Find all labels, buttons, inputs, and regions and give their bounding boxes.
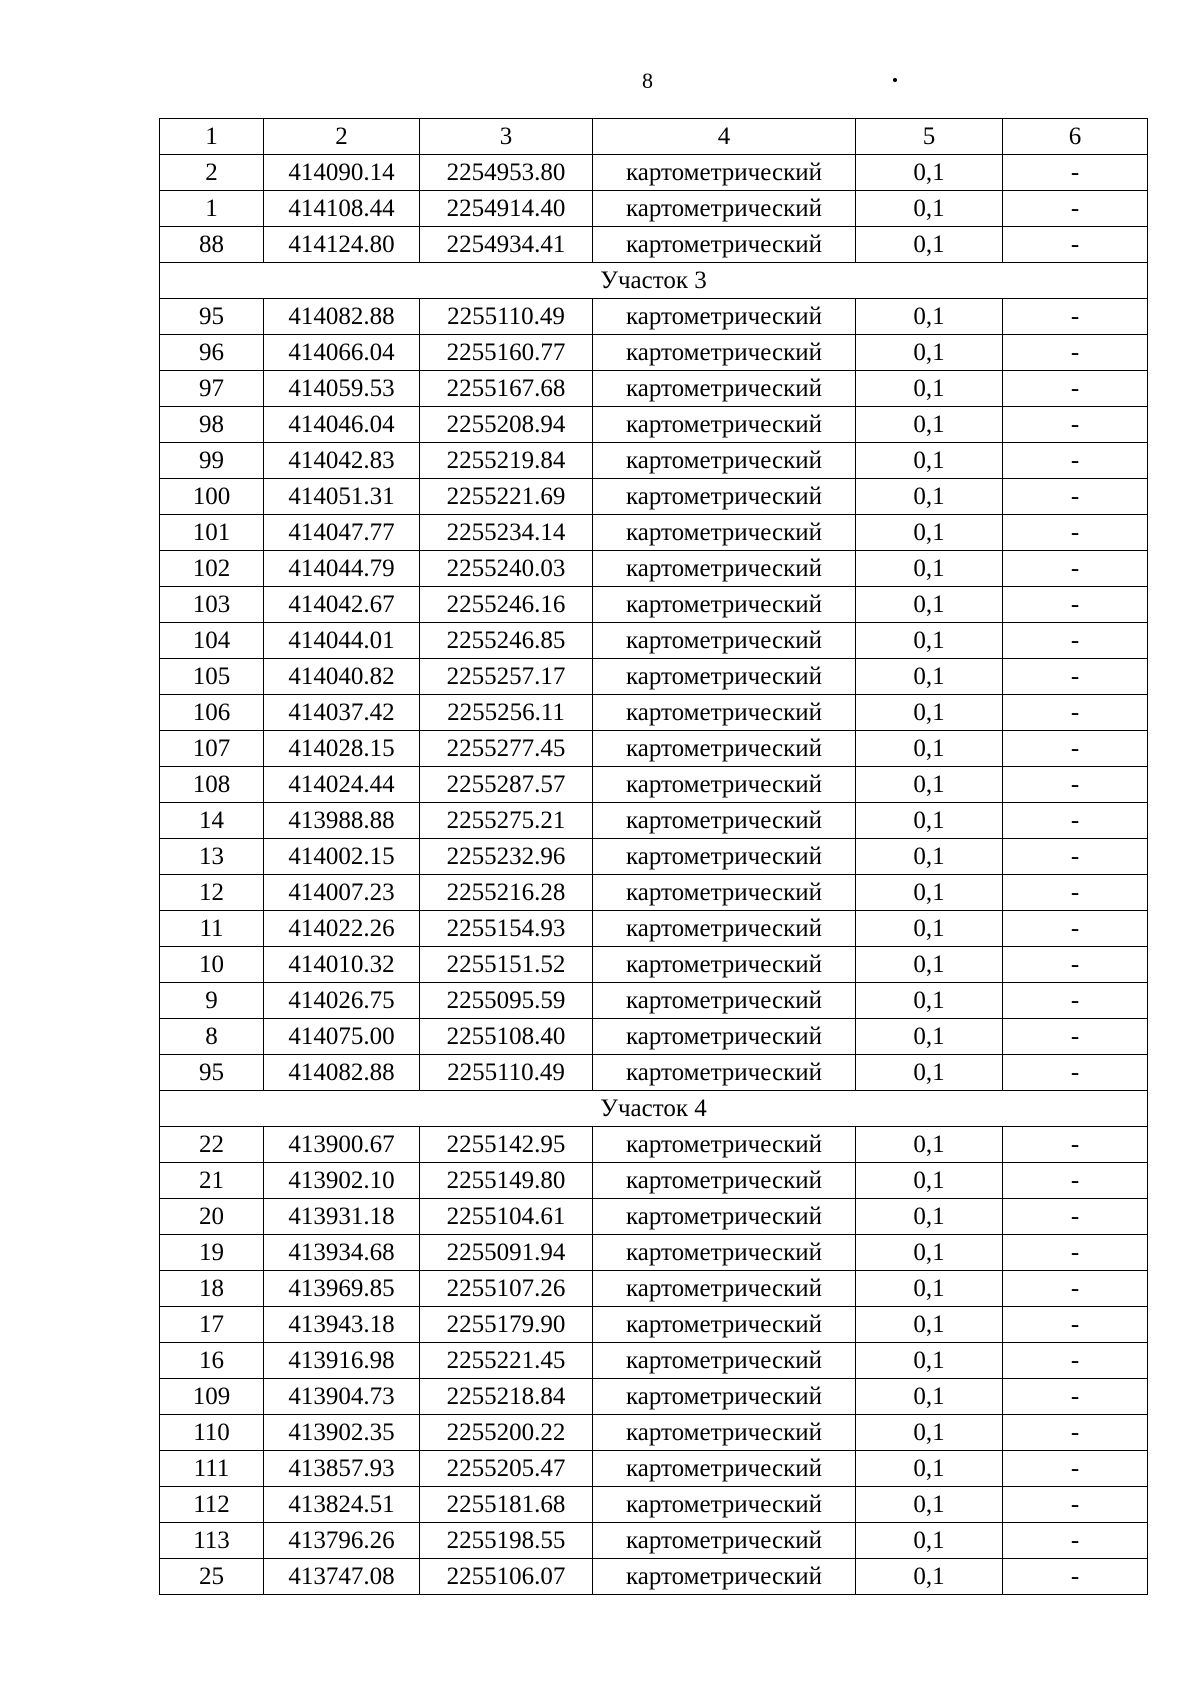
x-coordinate-cell: 414046.04 <box>264 407 420 443</box>
method-cell: картометрический <box>593 191 856 227</box>
y-coordinate-cell: 2255181.68 <box>420 1487 593 1523</box>
header-cell: 5 <box>856 119 1003 155</box>
description-cell: - <box>1003 1487 1148 1523</box>
method-cell: картометрический <box>593 227 856 263</box>
method-cell: картометрический <box>593 1019 856 1055</box>
y-coordinate-cell: 2255160.77 <box>420 335 593 371</box>
method-cell: картометрический <box>593 443 856 479</box>
point-number-cell: 12 <box>160 875 264 911</box>
table-row <box>160 839 1148 875</box>
point-number-cell: 22 <box>160 1127 264 1163</box>
description-cell: - <box>1003 731 1148 767</box>
y-coordinate-cell: 2255167.68 <box>420 371 593 407</box>
x-coordinate-cell: 414044.01 <box>264 623 420 659</box>
method-cell: картометрический <box>593 1307 856 1343</box>
point-number-cell: 113 <box>160 1523 264 1559</box>
table-row <box>160 803 1148 839</box>
x-coordinate-cell: 413943.18 <box>264 1307 420 1343</box>
x-coordinate-cell: 414042.83 <box>264 443 420 479</box>
accuracy-cell: 0,1 <box>856 515 1003 551</box>
y-coordinate-cell: 2254934.41 <box>420 227 593 263</box>
point-number-cell: 103 <box>160 587 264 623</box>
table-row <box>160 1523 1148 1559</box>
accuracy-cell: 0,1 <box>856 443 1003 479</box>
method-cell: картометрический <box>593 839 856 875</box>
point-number-cell: 112 <box>160 1487 264 1523</box>
table-row <box>160 1343 1148 1379</box>
point-number-cell: 108 <box>160 767 264 803</box>
y-coordinate-cell: 2255110.49 <box>420 1055 593 1091</box>
table-row <box>160 371 1148 407</box>
table-row <box>160 1487 1148 1523</box>
x-coordinate-cell: 414059.53 <box>264 371 420 407</box>
method-cell: картометрический <box>593 335 856 371</box>
y-coordinate-cell: 2255221.69 <box>420 479 593 515</box>
accuracy-cell: 0,1 <box>856 623 1003 659</box>
accuracy-cell: 0,1 <box>856 479 1003 515</box>
x-coordinate-cell: 414108.44 <box>264 191 420 227</box>
table-row <box>160 1379 1148 1415</box>
y-coordinate-cell: 2255095.59 <box>420 983 593 1019</box>
accuracy-cell: 0,1 <box>856 1343 1003 1379</box>
point-number-cell: 21 <box>160 1163 264 1199</box>
point-number-cell: 96 <box>160 335 264 371</box>
description-cell: - <box>1003 1451 1148 1487</box>
point-number-cell: 88 <box>160 227 264 263</box>
y-coordinate-cell: 2255246.16 <box>420 587 593 623</box>
table-row <box>160 479 1148 515</box>
x-coordinate-cell: 413824.51 <box>264 1487 420 1523</box>
y-coordinate-cell: 2255154.93 <box>420 911 593 947</box>
point-number-cell: 17 <box>160 1307 264 1343</box>
table-row <box>160 983 1148 1019</box>
x-coordinate-cell: 414090.14 <box>264 155 420 191</box>
x-coordinate-cell: 413969.85 <box>264 1271 420 1307</box>
y-coordinate-cell: 2255149.80 <box>420 1163 593 1199</box>
description-cell: - <box>1003 1019 1148 1055</box>
y-coordinate-cell: 2255107.26 <box>420 1271 593 1307</box>
description-cell: - <box>1003 1127 1148 1163</box>
description-cell: - <box>1003 839 1148 875</box>
description-cell: - <box>1003 155 1148 191</box>
scan-speck <box>893 78 897 82</box>
x-coordinate-cell: 414124.80 <box>264 227 420 263</box>
table-row <box>160 947 1148 983</box>
description-cell: - <box>1003 1379 1148 1415</box>
x-coordinate-cell: 413857.93 <box>264 1451 420 1487</box>
y-coordinate-cell: 2255200.22 <box>420 1415 593 1451</box>
method-cell: картометрический <box>593 371 856 407</box>
y-coordinate-cell: 2254914.40 <box>420 191 593 227</box>
point-number-cell: 11 <box>160 911 264 947</box>
accuracy-cell: 0,1 <box>856 911 1003 947</box>
accuracy-cell: 0,1 <box>856 1415 1003 1451</box>
method-cell: картометрический <box>593 1451 856 1487</box>
table-row <box>160 587 1148 623</box>
accuracy-cell: 0,1 <box>856 695 1003 731</box>
point-number-cell: 10 <box>160 947 264 983</box>
table-row <box>160 1415 1148 1451</box>
description-cell: - <box>1003 551 1148 587</box>
accuracy-cell: 0,1 <box>856 947 1003 983</box>
table-row <box>160 1559 1148 1595</box>
description-cell: - <box>1003 407 1148 443</box>
method-cell: картометрический <box>593 587 856 623</box>
method-cell: картометрический <box>593 983 856 1019</box>
accuracy-cell: 0,1 <box>856 875 1003 911</box>
x-coordinate-cell: 413902.10 <box>264 1163 420 1199</box>
accuracy-cell: 0,1 <box>856 1487 1003 1523</box>
method-cell: картометрический <box>593 803 856 839</box>
description-cell: - <box>1003 1055 1148 1091</box>
table-row <box>160 659 1148 695</box>
y-coordinate-cell: 2255232.96 <box>420 839 593 875</box>
accuracy-cell: 0,1 <box>856 1163 1003 1199</box>
method-cell: картометрический <box>593 1055 856 1091</box>
x-coordinate-cell: 414037.42 <box>264 695 420 731</box>
point-number-cell: 16 <box>160 1343 264 1379</box>
y-coordinate-cell: 2255216.28 <box>420 875 593 911</box>
x-coordinate-cell: 413931.18 <box>264 1199 420 1235</box>
table-row <box>160 551 1148 587</box>
method-cell: картометрический <box>593 155 856 191</box>
x-coordinate-cell: 414007.23 <box>264 875 420 911</box>
description-cell: - <box>1003 875 1148 911</box>
table-row <box>160 1307 1148 1343</box>
description-cell: - <box>1003 1163 1148 1199</box>
table-row <box>160 1271 1148 1307</box>
table-row <box>160 407 1148 443</box>
accuracy-cell: 0,1 <box>856 299 1003 335</box>
point-number-cell: 2 <box>160 155 264 191</box>
table-row <box>160 1127 1148 1163</box>
table-row <box>160 227 1148 263</box>
point-number-cell: 9 <box>160 983 264 1019</box>
y-coordinate-cell: 2255277.45 <box>420 731 593 767</box>
header-cell: 3 <box>420 119 593 155</box>
accuracy-cell: 0,1 <box>856 1451 1003 1487</box>
header-cell: 6 <box>1003 119 1148 155</box>
accuracy-cell: 0,1 <box>856 659 1003 695</box>
description-cell: - <box>1003 1307 1148 1343</box>
description-cell: - <box>1003 1271 1148 1307</box>
table-row <box>160 767 1148 803</box>
point-number-cell: 97 <box>160 371 264 407</box>
accuracy-cell: 0,1 <box>856 407 1003 443</box>
y-coordinate-cell: 2255246.85 <box>420 623 593 659</box>
description-cell: - <box>1003 443 1148 479</box>
x-coordinate-cell: 414028.15 <box>264 731 420 767</box>
method-cell: картометрический <box>593 1559 856 1595</box>
point-number-cell: 1 <box>160 191 264 227</box>
table-row <box>160 731 1148 767</box>
table-row <box>160 155 1148 191</box>
table-row <box>160 1199 1148 1235</box>
point-number-cell: 109 <box>160 1379 264 1415</box>
section-row <box>160 1091 1148 1127</box>
method-cell: картометрический <box>593 875 856 911</box>
table-row <box>160 1019 1148 1055</box>
x-coordinate-cell: 414044.79 <box>264 551 420 587</box>
y-coordinate-cell: 2255218.84 <box>420 1379 593 1415</box>
method-cell: картометрический <box>593 1487 856 1523</box>
description-cell: - <box>1003 1523 1148 1559</box>
accuracy-cell: 0,1 <box>856 1235 1003 1271</box>
x-coordinate-cell: 414075.00 <box>264 1019 420 1055</box>
point-number-cell: 25 <box>160 1559 264 1595</box>
point-number-cell: 13 <box>160 839 264 875</box>
coordinates-table <box>159 118 1148 1595</box>
description-cell: - <box>1003 911 1148 947</box>
header-cell: 2 <box>264 119 420 155</box>
accuracy-cell: 0,1 <box>856 227 1003 263</box>
point-number-cell: 99 <box>160 443 264 479</box>
header-cell: 1 <box>160 119 264 155</box>
description-cell: - <box>1003 335 1148 371</box>
accuracy-cell: 0,1 <box>856 1379 1003 1415</box>
y-coordinate-cell: 2255106.07 <box>420 1559 593 1595</box>
y-coordinate-cell: 2255091.94 <box>420 1235 593 1271</box>
header-cell: 4 <box>593 119 856 155</box>
method-cell: картометрический <box>593 1127 856 1163</box>
accuracy-cell: 0,1 <box>856 335 1003 371</box>
table-row <box>160 1055 1148 1091</box>
point-number-cell: 104 <box>160 623 264 659</box>
y-coordinate-cell: 2255104.61 <box>420 1199 593 1235</box>
x-coordinate-cell: 414026.75 <box>264 983 420 1019</box>
table-row <box>160 695 1148 731</box>
x-coordinate-cell: 414002.15 <box>264 839 420 875</box>
x-coordinate-cell: 413902.35 <box>264 1415 420 1451</box>
x-coordinate-cell: 413747.08 <box>264 1559 420 1595</box>
point-number-cell: 14 <box>160 803 264 839</box>
point-number-cell: 100 <box>160 479 264 515</box>
x-coordinate-cell: 413916.98 <box>264 1343 420 1379</box>
description-cell: - <box>1003 1235 1148 1271</box>
section-row <box>160 263 1148 299</box>
x-coordinate-cell: 413904.73 <box>264 1379 420 1415</box>
description-cell: - <box>1003 983 1148 1019</box>
y-coordinate-cell: 2255240.03 <box>420 551 593 587</box>
method-cell: картометрический <box>593 1415 856 1451</box>
y-coordinate-cell: 2255179.90 <box>420 1307 593 1343</box>
accuracy-cell: 0,1 <box>856 1127 1003 1163</box>
description-cell: - <box>1003 191 1148 227</box>
table-row <box>160 1235 1148 1271</box>
point-number-cell: 8 <box>160 1019 264 1055</box>
x-coordinate-cell: 414082.88 <box>264 299 420 335</box>
x-coordinate-cell: 414047.77 <box>264 515 420 551</box>
page-number: 8 <box>642 68 653 93</box>
x-coordinate-cell: 413934.68 <box>264 1235 420 1271</box>
description-cell: - <box>1003 1343 1148 1379</box>
accuracy-cell: 0,1 <box>856 587 1003 623</box>
x-coordinate-cell: 414066.04 <box>264 335 420 371</box>
point-number-cell: 101 <box>160 515 264 551</box>
y-coordinate-cell: 2255275.21 <box>420 803 593 839</box>
point-number-cell: 20 <box>160 1199 264 1235</box>
x-coordinate-cell: 413796.26 <box>264 1523 420 1559</box>
y-coordinate-cell: 2255234.14 <box>420 515 593 551</box>
x-coordinate-cell: 413900.67 <box>264 1127 420 1163</box>
method-cell: картометрический <box>593 911 856 947</box>
section-title: Участок 4 <box>160 1091 1148 1127</box>
description-cell: - <box>1003 623 1148 659</box>
accuracy-cell: 0,1 <box>856 839 1003 875</box>
point-number-cell: 107 <box>160 731 264 767</box>
y-coordinate-cell: 2255287.57 <box>420 767 593 803</box>
accuracy-cell: 0,1 <box>856 731 1003 767</box>
accuracy-cell: 0,1 <box>856 1523 1003 1559</box>
table-row <box>160 299 1148 335</box>
accuracy-cell: 0,1 <box>856 1019 1003 1055</box>
method-cell: картометрический <box>593 1235 856 1271</box>
accuracy-cell: 0,1 <box>856 767 1003 803</box>
accuracy-cell: 0,1 <box>856 1307 1003 1343</box>
description-cell: - <box>1003 659 1148 695</box>
x-coordinate-cell: 414010.32 <box>264 947 420 983</box>
y-coordinate-cell: 2255257.17 <box>420 659 593 695</box>
point-number-cell: 102 <box>160 551 264 587</box>
y-coordinate-cell: 2255151.52 <box>420 947 593 983</box>
point-number-cell: 95 <box>160 299 264 335</box>
method-cell: картометрический <box>593 551 856 587</box>
description-cell: - <box>1003 1559 1148 1595</box>
table-row <box>160 335 1148 371</box>
x-coordinate-cell: 414040.82 <box>264 659 420 695</box>
y-coordinate-cell: 2255142.95 <box>420 1127 593 1163</box>
point-number-cell: 18 <box>160 1271 264 1307</box>
y-coordinate-cell: 2255198.55 <box>420 1523 593 1559</box>
point-number-cell: 106 <box>160 695 264 731</box>
table-header-row <box>160 119 1148 155</box>
method-cell: картометрический <box>593 1379 856 1415</box>
x-coordinate-cell: 413988.88 <box>264 803 420 839</box>
accuracy-cell: 0,1 <box>856 551 1003 587</box>
method-cell: картометрический <box>593 731 856 767</box>
method-cell: картометрический <box>593 1163 856 1199</box>
method-cell: картометрический <box>593 947 856 983</box>
description-cell: - <box>1003 587 1148 623</box>
method-cell: картометрический <box>593 479 856 515</box>
table-row <box>160 623 1148 659</box>
section-title: Участок 3 <box>160 263 1148 299</box>
y-coordinate-cell: 2254953.80 <box>420 155 593 191</box>
method-cell: картометрический <box>593 1343 856 1379</box>
method-cell: картометрический <box>593 659 856 695</box>
y-coordinate-cell: 2255221.45 <box>420 1343 593 1379</box>
method-cell: картометрический <box>593 299 856 335</box>
accuracy-cell: 0,1 <box>856 803 1003 839</box>
y-coordinate-cell: 2255256.11 <box>420 695 593 731</box>
table-row <box>160 911 1148 947</box>
method-cell: картометрический <box>593 767 856 803</box>
description-cell: - <box>1003 803 1148 839</box>
point-number-cell: 95 <box>160 1055 264 1091</box>
table-row <box>160 443 1148 479</box>
description-cell: - <box>1003 1415 1148 1451</box>
description-cell: - <box>1003 479 1148 515</box>
point-number-cell: 19 <box>160 1235 264 1271</box>
coordinates-table-body <box>160 119 1148 1595</box>
accuracy-cell: 0,1 <box>856 1055 1003 1091</box>
accuracy-cell: 0,1 <box>856 1199 1003 1235</box>
table-row <box>160 191 1148 227</box>
y-coordinate-cell: 2255110.49 <box>420 299 593 335</box>
description-cell: - <box>1003 1199 1148 1235</box>
accuracy-cell: 0,1 <box>856 1559 1003 1595</box>
accuracy-cell: 0,1 <box>856 371 1003 407</box>
description-cell: - <box>1003 767 1148 803</box>
y-coordinate-cell: 2255108.40 <box>420 1019 593 1055</box>
table-row <box>160 1451 1148 1487</box>
method-cell: картометрический <box>593 623 856 659</box>
point-number-cell: 110 <box>160 1415 264 1451</box>
method-cell: картометрический <box>593 695 856 731</box>
method-cell: картометрический <box>593 515 856 551</box>
y-coordinate-cell: 2255219.84 <box>420 443 593 479</box>
y-coordinate-cell: 2255205.47 <box>420 1451 593 1487</box>
description-cell: - <box>1003 695 1148 731</box>
point-number-cell: 98 <box>160 407 264 443</box>
method-cell: картометрический <box>593 1523 856 1559</box>
method-cell: картометрический <box>593 1199 856 1235</box>
accuracy-cell: 0,1 <box>856 191 1003 227</box>
method-cell: картометрический <box>593 1271 856 1307</box>
description-cell: - <box>1003 227 1148 263</box>
y-coordinate-cell: 2255208.94 <box>420 407 593 443</box>
method-cell: картометрический <box>593 407 856 443</box>
accuracy-cell: 0,1 <box>856 155 1003 191</box>
table-row <box>160 875 1148 911</box>
description-cell: - <box>1003 299 1148 335</box>
description-cell: - <box>1003 371 1148 407</box>
x-coordinate-cell: 414042.67 <box>264 587 420 623</box>
accuracy-cell: 0,1 <box>856 1271 1003 1307</box>
description-cell: - <box>1003 947 1148 983</box>
table-row <box>160 1163 1148 1199</box>
point-number-cell: 105 <box>160 659 264 695</box>
accuracy-cell: 0,1 <box>856 983 1003 1019</box>
table-row <box>160 515 1148 551</box>
x-coordinate-cell: 414024.44 <box>264 767 420 803</box>
point-number-cell: 111 <box>160 1451 264 1487</box>
x-coordinate-cell: 414082.88 <box>264 1055 420 1091</box>
x-coordinate-cell: 414051.31 <box>264 479 420 515</box>
x-coordinate-cell: 414022.26 <box>264 911 420 947</box>
description-cell: - <box>1003 515 1148 551</box>
